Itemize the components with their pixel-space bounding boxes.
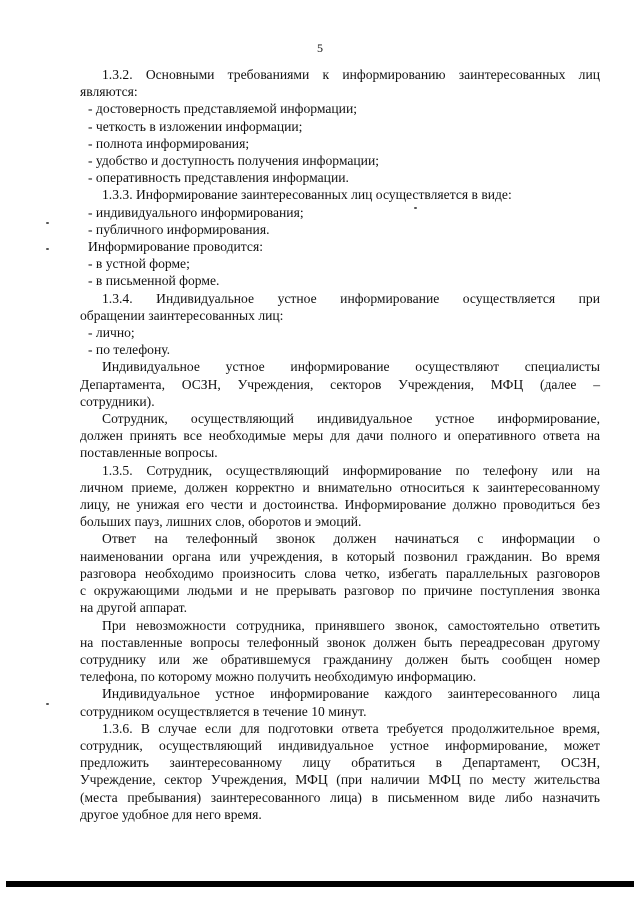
text-line: обращении заинтересованных лиц: bbox=[80, 307, 284, 323]
scan-edge-rule bbox=[6, 881, 634, 887]
text-line: сотруднику или же обратившемуся гражданину должен быть сообщен номер bbox=[80, 651, 600, 667]
text-line: Департамента, ОСЗН, Учреждения, секторов Учреждения, МФЦ (далее – bbox=[80, 376, 600, 392]
text-line: личном приеме, должен корректно и внимательно относиться к заинтересованному bbox=[80, 479, 600, 495]
text-line: 1.3.5. Сотрудник, осуществляющий информирование по телефону или на bbox=[102, 462, 600, 478]
text-line: поставленные вопросы. bbox=[80, 445, 218, 461]
text-line: Сотрудник, осуществляющий индивидуальное устное информирование, bbox=[102, 411, 600, 427]
list-item: - удобство и доступность получения информации; bbox=[88, 153, 379, 169]
text-line: на поставленные вопросы телефонный звонок должен быть переадресован другому bbox=[80, 634, 600, 650]
text-line: лицу, не унижая его чести и достоинства. Информирование должно проводиться без bbox=[80, 497, 600, 513]
text-line: Индивидуальное устное информирование осуществляют специалисты bbox=[102, 359, 600, 375]
list-item: - в письменной форме. bbox=[88, 273, 220, 289]
text-line: являются: bbox=[80, 84, 138, 100]
text-line: предложить заинтересованному лицу обратиться в Департамент, ОСЗН, bbox=[80, 755, 600, 771]
text-line: сотрудники). bbox=[80, 393, 155, 409]
text-line: Учреждение, сектор Учреждения, МФЦ (при наличии МФЦ по месту жительства bbox=[80, 772, 600, 788]
text-line: Ответ на телефонный звонок должен начинаться с информации о bbox=[102, 531, 600, 547]
text-line: 1.3.3. Информирование заинтересованных лиц осуществляется в виде: bbox=[102, 187, 512, 203]
list-item: - лично; bbox=[88, 325, 135, 341]
list-item: - полнота информирования; bbox=[88, 135, 250, 151]
text-line: При невозможности сотрудника, принявшего звонок, самостоятельно ответить bbox=[102, 617, 600, 633]
scan-speck bbox=[414, 207, 417, 209]
list-item: - в устной форме; bbox=[88, 256, 190, 272]
text-line: 1.3.4. Индивидуальное устное информирование осуществляется при bbox=[102, 290, 600, 306]
text-line: с окружающими людьми и не прерывать разговор по причине поступления звонка bbox=[80, 583, 600, 599]
list-item: - индивидуального информирования; bbox=[88, 204, 304, 220]
list-item: - по телефону. bbox=[88, 342, 171, 358]
text-line: Информирование проводится: bbox=[88, 239, 263, 255]
text-line: Индивидуальное устное информирование каждого заинтересованного лица bbox=[102, 686, 600, 702]
text-line: сотрудник, осуществляющий индивидуальное устное информирование, может bbox=[80, 737, 600, 753]
text-line: телефона, по которому можно получить необходимую информацию. bbox=[80, 669, 477, 685]
text-line: должен принять все необходимые меры для дачи полного и оперативного ответа на bbox=[80, 428, 600, 444]
text-line: (места пребывания) заинтересованного лица) в письменном виде либо назначить bbox=[80, 789, 600, 805]
text-line: наименовании органа или учреждения, в который позвонил гражданин. Во время bbox=[80, 548, 600, 564]
list-item: - публичного информирования. bbox=[88, 221, 270, 237]
page-number: 5 bbox=[317, 41, 323, 55]
scan-speck bbox=[46, 248, 49, 250]
list-item: - четкость в изложении информации; bbox=[88, 118, 303, 134]
text-line: сотрудником осуществляется в течение 10 минут. bbox=[80, 703, 367, 719]
list-item: - оперативность представления информации. bbox=[88, 170, 349, 186]
list-item: - достоверность представляемой информации; bbox=[88, 101, 358, 117]
text-line: другое удобное для него время. bbox=[80, 806, 262, 822]
text-line: 1.3.6. В случае если для подготовки ответа требуется продолжительное время, bbox=[102, 720, 600, 736]
scan-speck bbox=[46, 703, 49, 705]
text-line: больших пауз, лишних слов, оборотов и эмоций. bbox=[80, 514, 362, 530]
text-line: разговора необходимо произносить слова четко, избегать параллельных разговоров bbox=[80, 565, 600, 581]
scan-speck bbox=[46, 222, 49, 224]
text-line: на другой аппарат. bbox=[80, 600, 187, 616]
text-line: 1.3.2. Основными требованиями к информированию заинтересованных лиц bbox=[102, 67, 600, 82]
document-body bbox=[80, 66, 600, 823]
